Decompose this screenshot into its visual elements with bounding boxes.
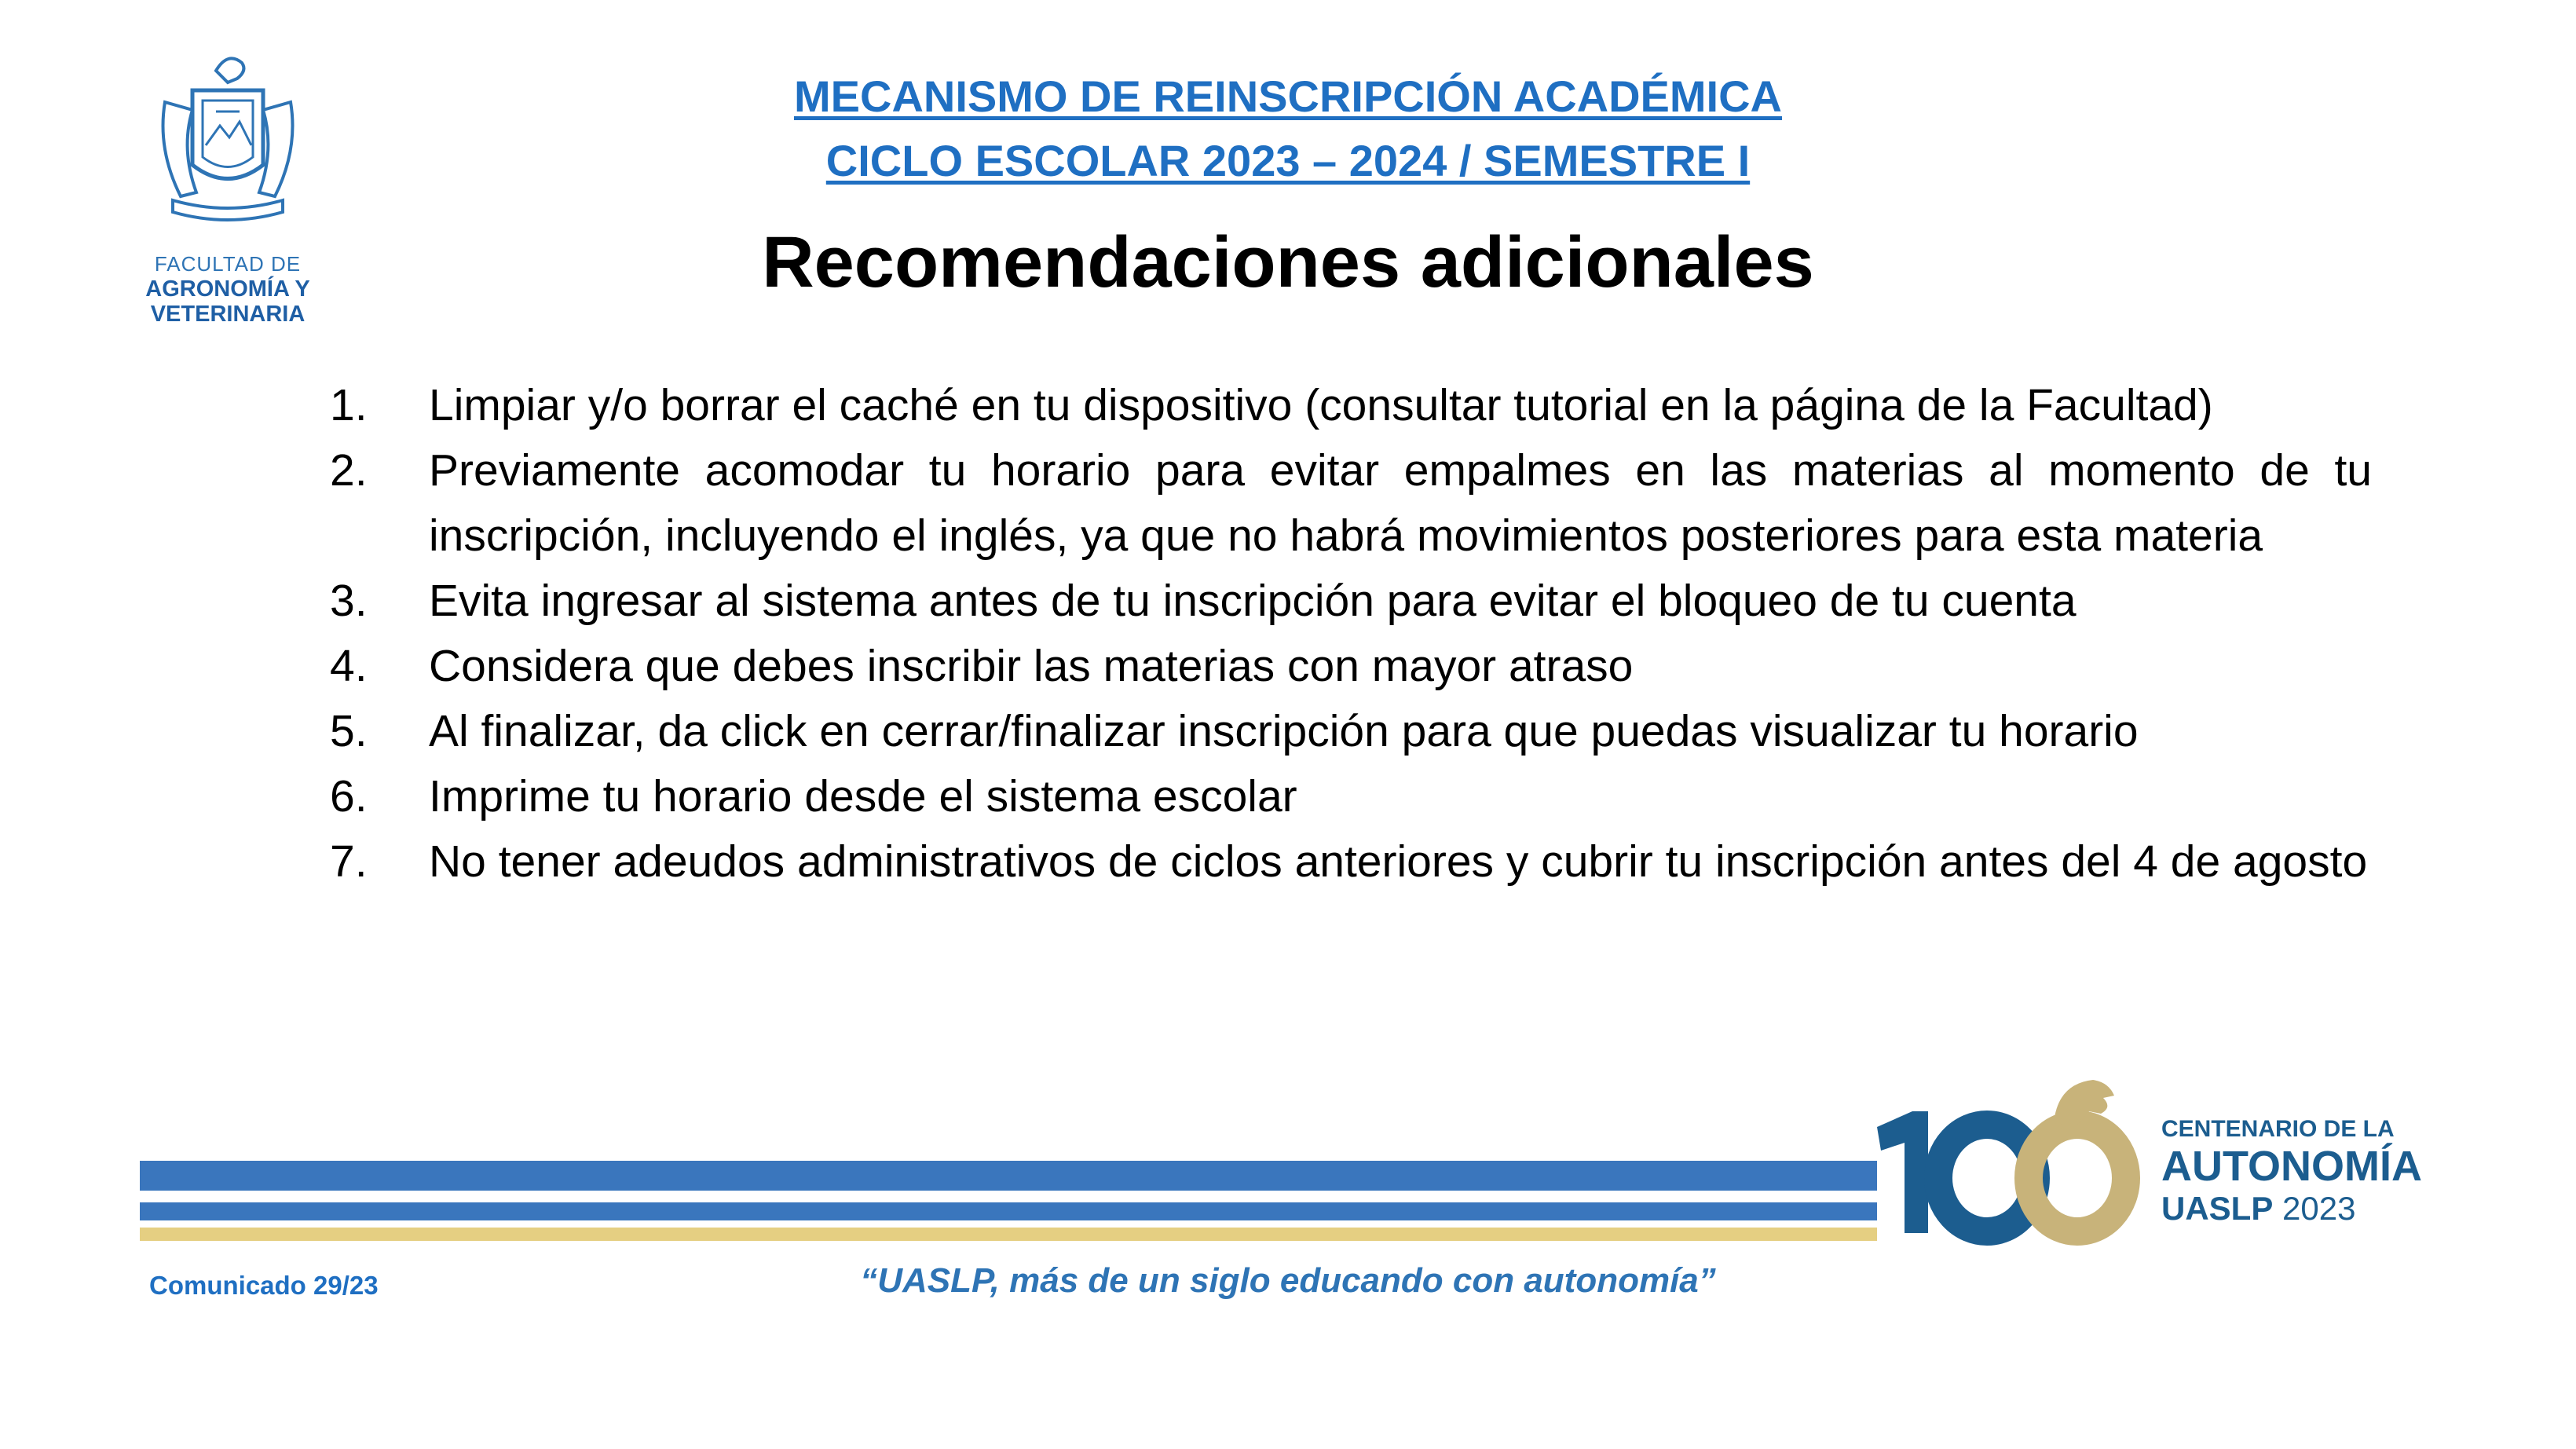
list-item bbox=[330, 829, 2372, 895]
centenario-line-3 bbox=[2161, 1189, 2422, 1228]
faculty-line-2: AGRONOMÍA Y bbox=[145, 276, 310, 302]
item-text: Al finalizar, da click en cerrar/finalizar inscripción para que puedas visualizar tu horario bbox=[429, 706, 2139, 756]
stripe-blue-narrow bbox=[140, 1202, 1877, 1220]
item-number: 5. bbox=[330, 706, 368, 756]
crest-icon bbox=[149, 47, 306, 228]
item-text: Previamente acomodar tu horario para evitar empalmes en las materias al momento de tu inscripción, incluyendo el inglés, ya que no habrá movimientos posteriores para esta materia bbox=[429, 445, 2372, 561]
centenario-100-icon bbox=[1869, 1068, 2160, 1249]
list-item bbox=[330, 373, 2372, 438]
list-item bbox=[330, 438, 2372, 569]
list-item bbox=[330, 569, 2372, 634]
document-header bbox=[707, 64, 1869, 193]
centenario-year: 2023 bbox=[2282, 1190, 2356, 1227]
item-text: Considera que debes inscribir las materias con mayor atraso bbox=[429, 641, 1634, 691]
header-line-2: CICLO ESCOLAR 2023 – 2024 / SEMESTRE I bbox=[825, 136, 1751, 185]
recommendations-list bbox=[330, 373, 2372, 895]
list-item bbox=[330, 699, 2372, 764]
stripe-blue-wide bbox=[140, 1161, 1877, 1191]
header-line-1: MECANISMO DE REINSCRIPCIÓN ACADÉMICA bbox=[794, 71, 1782, 121]
faculty-logo bbox=[134, 47, 322, 327]
centenario-logo bbox=[1869, 1068, 2466, 1249]
item-number: 4. bbox=[330, 641, 368, 691]
footer-slogan: “UASLP, más de un siglo educando con autonomía” bbox=[860, 1261, 1716, 1300]
item-text: Imprime tu horario desde el sistema escolar bbox=[429, 771, 1297, 821]
item-number: 6. bbox=[330, 771, 368, 821]
item-text: No tener adeudos administrativos de ciclos anteriores y cubrir tu inscripción antes del 4 de agosto bbox=[429, 836, 2368, 887]
comunicado-number: Comunicado 29/23 bbox=[149, 1271, 379, 1300]
item-text: Evita ingresar al sistema antes de tu inscripción para evitar el bloqueo de tu cuenta bbox=[429, 576, 2077, 626]
centenario-uaslp: UASLP bbox=[2161, 1190, 2274, 1227]
item-number: 3. bbox=[330, 576, 368, 626]
item-number: 7. bbox=[330, 836, 368, 887]
item-number: 1. bbox=[330, 380, 368, 430]
faculty-line-1: FACULTAD DE bbox=[154, 252, 302, 276]
item-text: Limpiar y/o borrar el caché en tu dispositivo (consultar tutorial en la página de la Facultad) bbox=[429, 380, 2213, 430]
list-item bbox=[330, 634, 2372, 699]
centenario-line-2: AUTONOMÍA bbox=[2161, 1143, 2422, 1190]
faculty-line-3: VETERINARIA bbox=[150, 302, 306, 327]
item-number: 2. bbox=[330, 445, 368, 496]
stripe-gold bbox=[140, 1228, 1877, 1241]
page-title: Recomendaciones adicionales bbox=[762, 222, 1814, 302]
centenario-line-1: CENTENARIO DE LA bbox=[2161, 1116, 2395, 1142]
list-item bbox=[330, 764, 2372, 829]
